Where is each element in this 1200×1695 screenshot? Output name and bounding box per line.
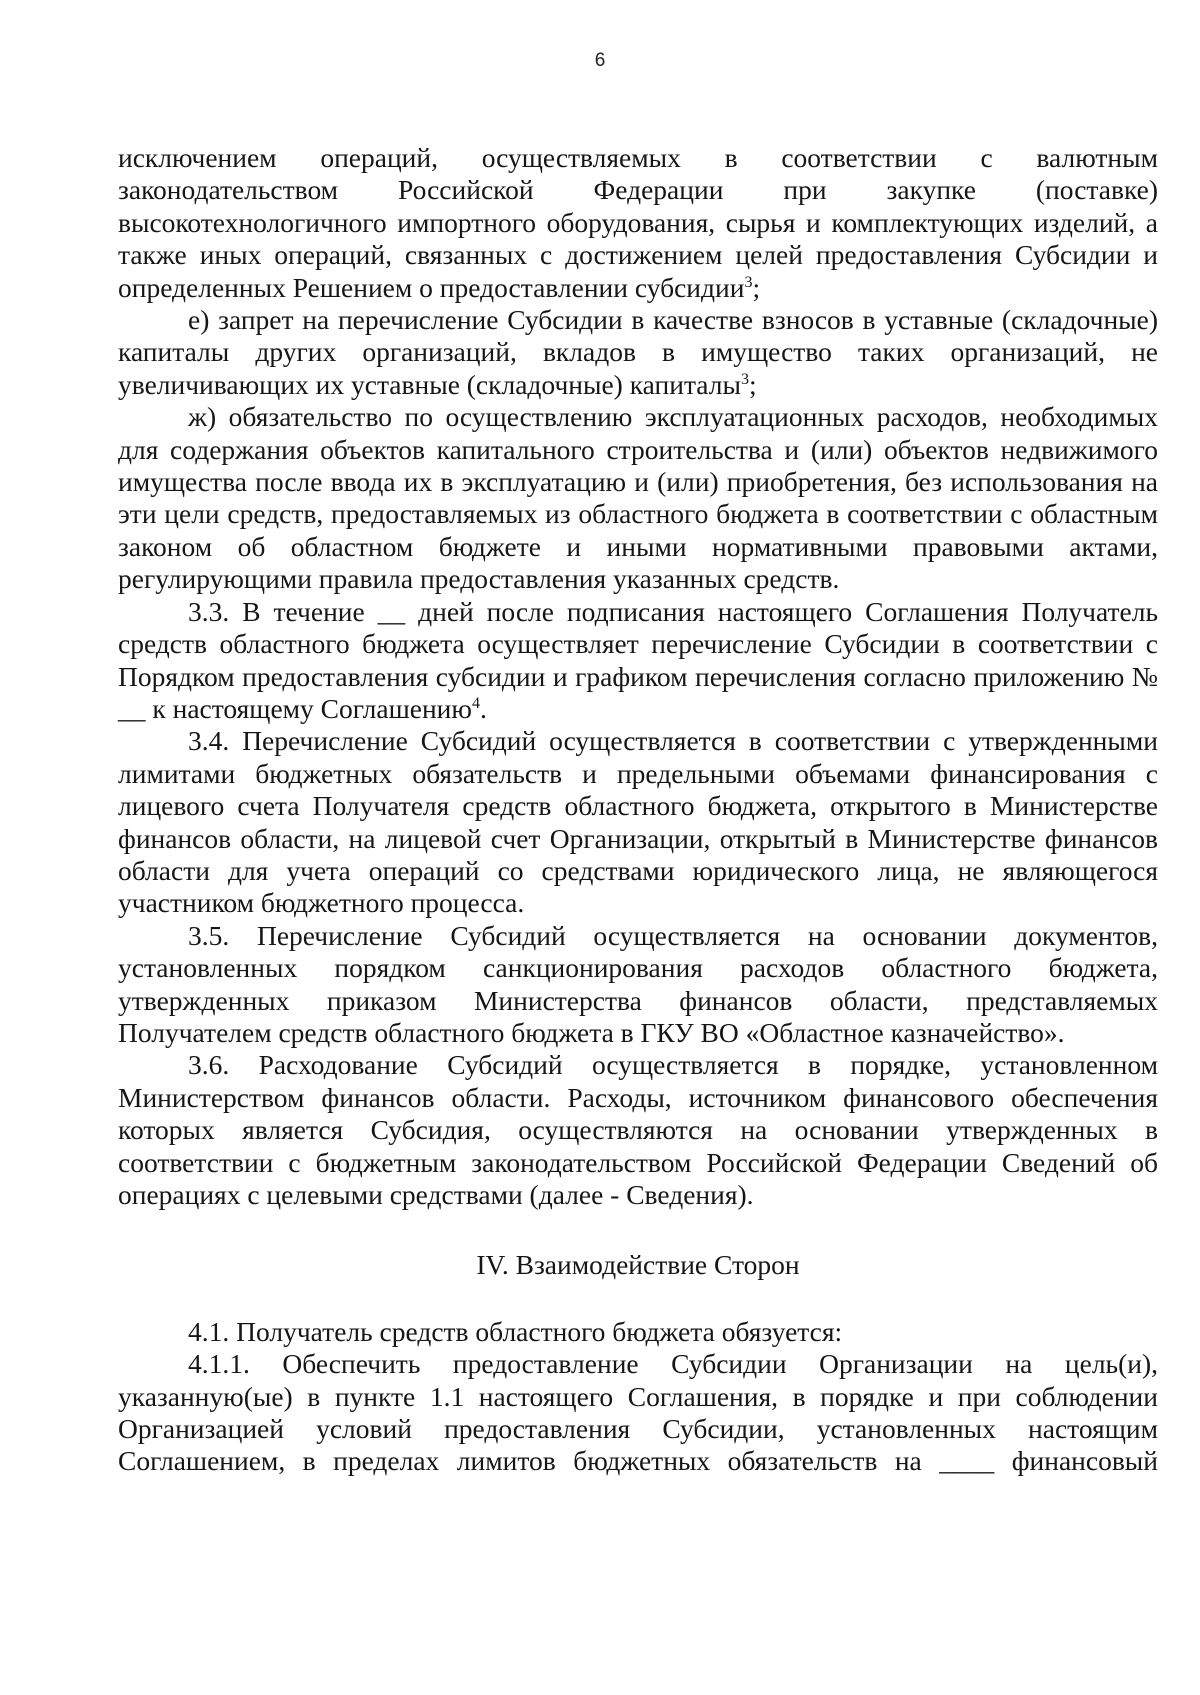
paragraph-4-1-1: 4.1.1. Обеспечить предоставление Субсидии Организации на цель(и), указанную(ые) в пункте 1.1 настоящего Соглашения, в порядке и при соблюдении Организацией условий предоставления Субсидии, установленных настоящим Соглашением, в пределах лимитов бюджетных обязательств на ____ финансовый — [118, 1348, 1158, 1477]
paragraph-item-zh: ж) обязательство по осуществлению эксплуатационных расходов, необходимых для содержания объектов капитального строительства и (или) объектов недвижимого имущества после ввода их в эксплуатацию и (или) приобретения, без использования на эти цели средств, предоставляемых из областного бюджета в соответствии с областным законом об областном бюджете и иными нормативными правовыми актами, регулирующими правила предоставления указанных средств. — [118, 401, 1158, 595]
paragraph-text: е) запрет на перечисление Субсидии в качестве взносов в уставные (складочные) капиталы других организаций, вкладов в имущество таких организаций, не увеличивающих их уставные (складочные) капиталы — [118, 304, 1158, 400]
paragraph-3-6: 3.6. Расходование Субсидий осуществляется в порядке, установленном Министерством финансов области. Расходы, источником финансового обеспечения которых является Субсидия, осуществляются на основании утвержденных в соответствии с бюджетным законодательством Российской Федерации Сведений об операциях с целевыми средствами (далее - Сведения). — [118, 1049, 1158, 1210]
footnote-ref: 3 — [740, 370, 749, 388]
paragraph-tail: . — [479, 692, 487, 724]
footnote-ref: 4 — [471, 694, 480, 712]
paragraph-tail: ; — [752, 271, 761, 303]
section-heading: IV. Взаимодействие Сторон — [476, 1249, 800, 1281]
footnote-ref: 3 — [744, 273, 753, 291]
paragraph-item-e — [118, 304, 1158, 401]
document-body — [118, 142, 1158, 1478]
page-number: 6 — [594, 50, 606, 71]
paragraph-3-4: 3.4. Перечисление Субсидий осуществляется в соответствии с утвержденными лимитами бюджетных обязательств и предельными объемами финансирования с лицевого счета Получателя средств областного бюджета, открытого в Министерстве финансов области, на лицевой счет Организации, открытый в Министерстве финансов области для учета операций со средствами юридического лица, не являющегося участником бюджетного процесса. — [118, 725, 1158, 919]
paragraph-3-5: 3.5. Перечисление Субсидий осуществляется на основании документов, установленных порядком санкционирования расходов областного бюджета, утвержденных приказом Министерства финансов области, представляемых Получателем средств областного бюджета в ГКУ ВО «Областное казначейство». — [118, 919, 1158, 1048]
paragraph-tail: ; — [748, 368, 757, 400]
paragraph-text: исключением операций, осуществляемых в соответствии с валютным законодательством Российской Федерации при закупке (поставке) высокотехнологичного импортного оборудования, сырья и комплектующих изделий, а также иных операций, связанных с достижением целей предоставления Субсидии и определенных Решением о предоставлении субсидии — [118, 142, 1158, 303]
paragraph-3-3 — [118, 596, 1158, 726]
paragraph-continuation — [118, 142, 1158, 304]
paragraph-4-1: 4.1. Получатель средств областного бюджета обязуется: — [188, 1315, 843, 1347]
paragraph-text: 3.3. В течение __ дней после подписания настоящего Соглашения Получатель средств областного бюджета осуществляет перечисление Субсидии в соответствии с Порядком предоставления субсидии и графиком перечисления согласно приложению № __ к настоящему Соглашению — [118, 595, 1158, 724]
